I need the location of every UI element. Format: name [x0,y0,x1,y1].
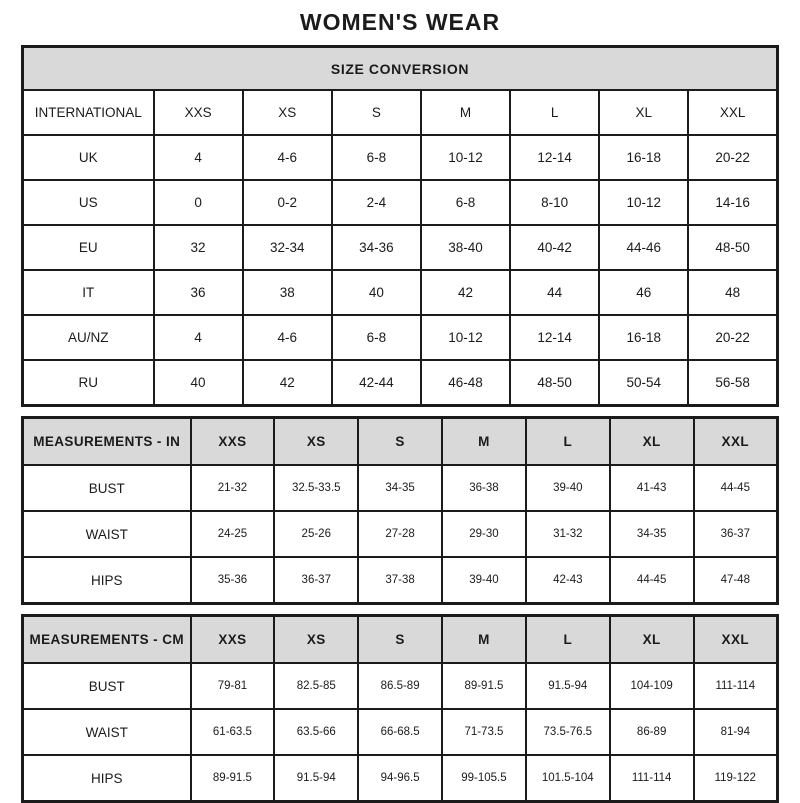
table-cell: 91.5-94 [526,663,610,709]
table-cell: 44-45 [610,557,694,604]
table-cell: 34-35 [610,511,694,557]
column-header: L [510,90,599,135]
row-label: WAIST [23,511,191,557]
column-header: M [421,90,510,135]
table-cell: 81-94 [694,709,778,755]
table-cell: 36 [154,270,243,315]
table-cell: 111-114 [610,755,694,802]
table-cell: 0 [154,180,243,225]
table-row [23,270,778,315]
table-cell: 12-14 [510,135,599,180]
table-cell: 111-114 [694,663,778,709]
table-cell: 38 [243,270,332,315]
table-cell: 46-48 [421,360,510,406]
table-row [23,360,778,406]
column-header: S [358,418,442,466]
table-cell: 25-26 [274,511,358,557]
header-row [23,616,778,664]
table-cell: 12-14 [510,315,599,360]
table-row [23,180,778,225]
table-row [23,511,778,557]
table-cell: 39-40 [442,557,526,604]
table-cell: 79-81 [191,663,275,709]
column-header: XL [610,616,694,664]
size-conversion-table [21,45,779,407]
table-cell: 40 [332,270,421,315]
column-header: XXL [694,616,778,664]
header-row [23,418,778,466]
table-cell: 14-16 [688,180,777,225]
column-header: M [442,616,526,664]
table-cell: 73.5-76.5 [526,709,610,755]
table-row [23,465,778,511]
table-cell: 101.5-104 [526,755,610,802]
table-cell: 4 [154,315,243,360]
table-row [23,135,778,180]
table-cell: 10-12 [599,180,688,225]
table-cell: 16-18 [599,315,688,360]
column-header: XS [274,616,358,664]
table-cell: 36-37 [274,557,358,604]
table-cell: 4-6 [243,135,332,180]
table-cell: 40-42 [510,225,599,270]
column-header: XXS [154,90,243,135]
table-cell: 4 [154,135,243,180]
table-cell: 36-37 [694,511,778,557]
row-label: US [23,180,154,225]
table-cell: 21-32 [191,465,275,511]
column-header: M [442,418,526,466]
table-cell: 4-6 [243,315,332,360]
table-cell: 94-96.5 [358,755,442,802]
table-cell: 6-8 [332,135,421,180]
row-label: BUST [23,465,191,511]
column-header: XXS [191,616,275,664]
table-cell: 42 [243,360,332,406]
measurements-in-table [21,416,779,605]
table-cell: 86-89 [610,709,694,755]
table-cell: 89-91.5 [191,755,275,802]
table-row [23,709,778,755]
table-row [23,663,778,709]
table-cell: 0-2 [243,180,332,225]
row-label: AU/NZ [23,315,154,360]
column-header: S [332,90,421,135]
column-header: XS [243,90,332,135]
row-label: WAIST [23,709,191,755]
table-row [23,557,778,604]
table-cell: 38-40 [421,225,510,270]
row-label: BUST [23,663,191,709]
corner-header: MEASUREMENTS - CM [23,616,191,664]
table-cell: 42-43 [526,557,610,604]
column-header: L [526,616,610,664]
column-header: XL [610,418,694,466]
table-cell: 31-32 [526,511,610,557]
table-banner: SIZE CONVERSION [23,47,778,91]
table-cell: 50-54 [599,360,688,406]
table-cell: 42-44 [332,360,421,406]
row-label: EU [23,225,154,270]
column-header: L [526,418,610,466]
table-cell: 44-45 [694,465,778,511]
table-cell: 32 [154,225,243,270]
measurements-cm-table [21,614,779,803]
table-cell: 46 [599,270,688,315]
table-cell: 32-34 [243,225,332,270]
table-cell: 48-50 [688,225,777,270]
table-row [23,755,778,802]
table-cell: 48-50 [510,360,599,406]
table-cell: 29-30 [442,511,526,557]
row-label: RU [23,360,154,406]
table-cell: 10-12 [421,315,510,360]
table-cell: 82.5-85 [274,663,358,709]
table-cell: 35-36 [191,557,275,604]
corner-header: INTERNATIONAL [23,90,154,135]
table-cell: 20-22 [688,315,777,360]
table-cell: 44-46 [599,225,688,270]
header-row [23,90,778,135]
table-cell: 104-109 [610,663,694,709]
table-row [23,315,778,360]
table-cell: 66-68.5 [358,709,442,755]
table-cell: 20-22 [688,135,777,180]
row-label: IT [23,270,154,315]
table-cell: 48 [688,270,777,315]
column-header: XXL [688,90,777,135]
table-cell: 34-35 [358,465,442,511]
table-cell: 119-122 [694,755,778,802]
table-cell: 34-36 [332,225,421,270]
table-cell: 10-12 [421,135,510,180]
banner-row [23,47,778,91]
table-cell: 63.5-66 [274,709,358,755]
table-cell: 27-28 [358,511,442,557]
table-cell: 41-43 [610,465,694,511]
table-cell: 16-18 [599,135,688,180]
table-cell: 56-58 [688,360,777,406]
row-label: HIPS [23,557,191,604]
column-header: XS [274,418,358,466]
table-cell: 39-40 [526,465,610,511]
row-label: UK [23,135,154,180]
column-header: S [358,616,442,664]
corner-header: MEASUREMENTS - IN [23,418,191,466]
table-cell: 6-8 [421,180,510,225]
table-cell: 32.5-33.5 [274,465,358,511]
table-cell: 36-38 [442,465,526,511]
table-cell: 44 [510,270,599,315]
table-cell: 86.5-89 [358,663,442,709]
column-header: XXS [191,418,275,466]
table-cell: 61-63.5 [191,709,275,755]
table-cell: 89-91.5 [442,663,526,709]
column-header: XL [599,90,688,135]
table-cell: 71-73.5 [442,709,526,755]
table-cell: 2-4 [332,180,421,225]
table-cell: 37-38 [358,557,442,604]
table-cell: 42 [421,270,510,315]
table-cell: 24-25 [191,511,275,557]
page-title: WOMEN'S WEAR [299,9,501,35]
column-header: XXL [694,418,778,466]
table-cell: 91.5-94 [274,755,358,802]
table-cell: 6-8 [332,315,421,360]
table-row [23,225,778,270]
row-label: HIPS [23,755,191,802]
table-cell: 8-10 [510,180,599,225]
table-cell: 40 [154,360,243,406]
table-cell: 99-105.5 [442,755,526,802]
table-cell: 47-48 [694,557,778,604]
